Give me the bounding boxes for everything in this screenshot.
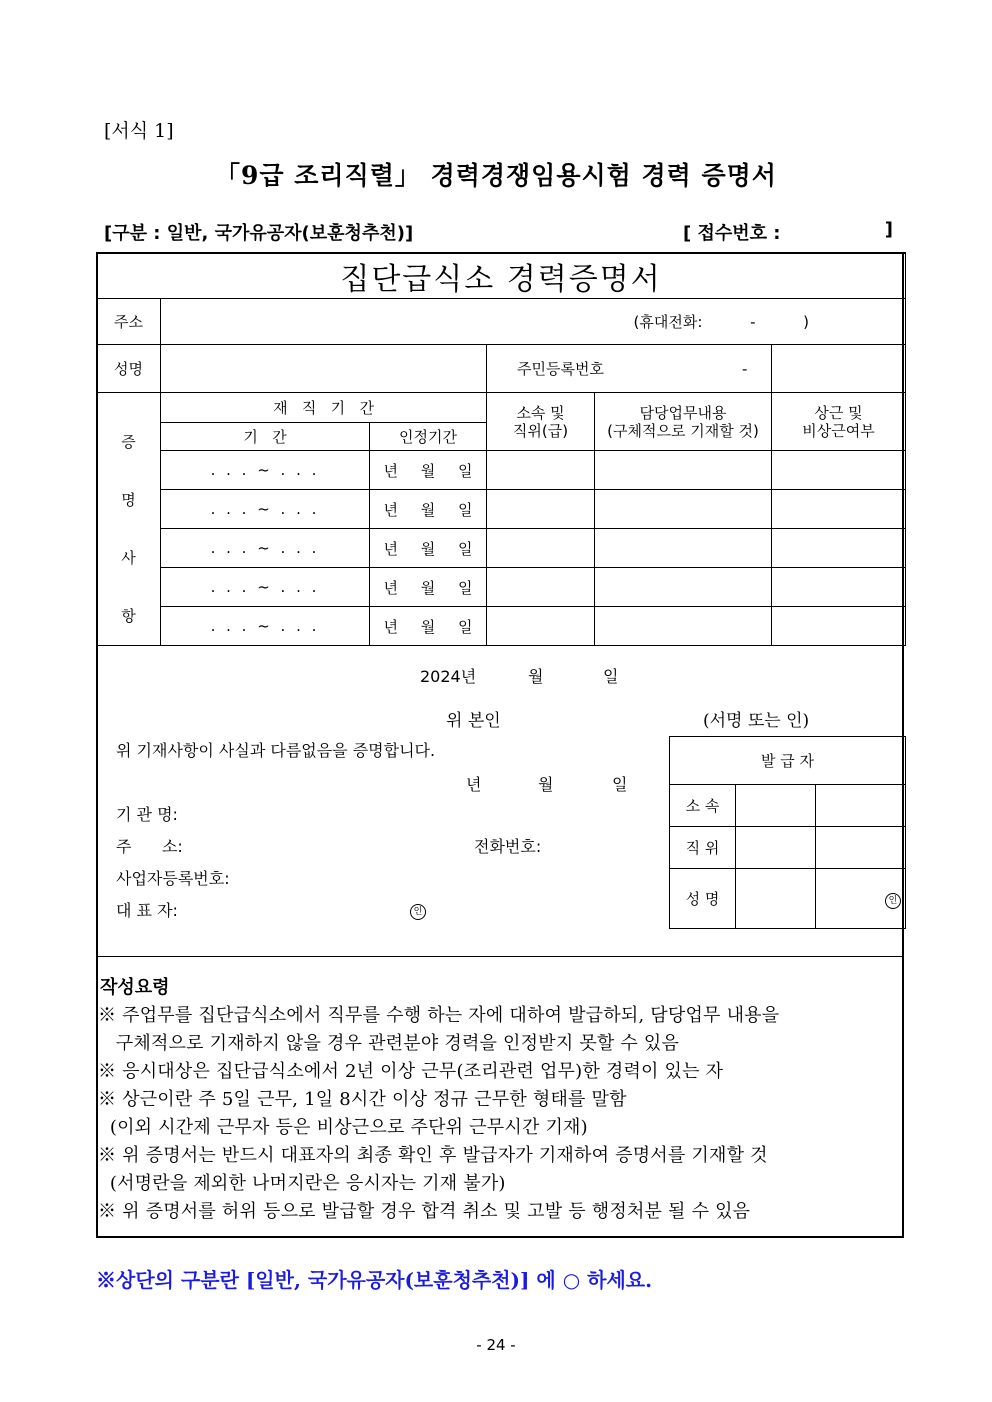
form-label: [서식 1] [104, 120, 174, 142]
recognized-period-cell[interactable]: 년 월 일 [370, 451, 487, 490]
name-field[interactable] [161, 345, 487, 393]
issuer-seal-field[interactable] [816, 869, 906, 929]
self-label: 위 본인 [446, 711, 501, 731]
org-name-label: 기 관 명: [116, 805, 178, 824]
affiliation-cell[interactable] [487, 568, 595, 607]
period-header: 기 간 [161, 422, 370, 451]
date-year-2: 년 [466, 775, 482, 794]
org-phone-label: 전화번호: [474, 837, 542, 856]
resident-number-label: 주민등록번호 [487, 345, 772, 393]
issuer-name-label: 성 명 [670, 869, 736, 929]
issuer-position-field-2[interactable] [816, 827, 906, 869]
statement: 위 기재사항이 사실과 다름없음을 증명합니다. [116, 741, 436, 760]
duties-header: 담당업무내용 (구체적으로 기재할 것) [595, 393, 772, 451]
instruction-line: ※ 위 증명서는 반드시 대표자의 최종 확인 후 발급자가 기재하여 증명서를 기재할 것 [98, 1145, 768, 1166]
proof-items-label [97, 393, 161, 646]
instructions-section [96, 956, 904, 1239]
biz-number-label: 사업자등록번호: [116, 869, 230, 888]
category-field: [구분 : 일반, 국가유공자(보훈청추천)] [104, 223, 414, 244]
issuer-title: 발 급 자 [670, 737, 906, 785]
phone-label: (휴대전화: - ) [633, 313, 810, 331]
name-label: 성명 [97, 345, 161, 393]
page-title: 「9급 조리직렬」 경력경쟁임용시험 경력 증명서 [215, 161, 777, 190]
recognized-period-cell[interactable]: 년 월 일 [370, 529, 487, 568]
instruction-line: (이외 시간제 근무자 등은 비상근으로 주단위 근무시간 기재) [98, 1117, 588, 1138]
fulltime-cell[interactable] [772, 490, 906, 529]
period-cell[interactable]: . . . ~ . . . [161, 529, 370, 568]
issuer-position-label: 직 위 [670, 827, 736, 869]
date-year: 2024년 [420, 667, 477, 686]
issuer-affiliation-label: 소 속 [670, 785, 736, 827]
page-number: - 24 - [476, 1336, 516, 1354]
instruction-line: ※ 위 증명서를 허위 등으로 발급할 경우 합격 취소 및 고발 등 행정처분 될 수 있음 [98, 1201, 751, 1222]
duties-cell[interactable] [595, 451, 772, 490]
issuer-table [669, 736, 906, 929]
fulltime-cell[interactable] [772, 568, 906, 607]
receipt-number-field [683, 219, 893, 245]
seal-icon: 인 [885, 893, 901, 909]
duties-cell[interactable] [595, 568, 772, 607]
instruction-line: ※ 주업무를 집단급식소에서 직무를 수행 하는 자에 대하여 발급하되, 담당업무 내용을 [98, 1005, 780, 1026]
period-cell[interactable]: . . . ~ . . . [161, 490, 370, 529]
fulltime-cell[interactable] [772, 529, 906, 568]
duties-cell[interactable] [595, 607, 772, 646]
fulltime-cell[interactable] [772, 607, 906, 646]
recognized-period-cell[interactable]: 년 월 일 [370, 490, 487, 529]
recognized-period-header: 인정기간 [370, 422, 487, 451]
recognized-period-cell[interactable]: 년 월 일 [370, 568, 487, 607]
resident-dash: - [742, 359, 748, 378]
period-cell[interactable]: . . . ~ . . . [161, 607, 370, 646]
proof-char: 증 [121, 433, 136, 451]
signature-label: (서명 또는 인) [703, 711, 810, 731]
affiliation-header: 소속 및 직위(급) [487, 393, 595, 451]
issuer-affiliation-field[interactable] [736, 785, 816, 827]
instructions-title: 작성요령 [100, 977, 170, 998]
date-day-2: 일 [612, 775, 628, 794]
date-day: 일 [603, 667, 619, 686]
recognized-period-cell[interactable]: 년 월 일 [370, 607, 487, 646]
instruction-line: (서명란을 제외한 나머지란은 응시자는 기재 불가) [98, 1173, 506, 1194]
issuer-name-field[interactable] [736, 869, 816, 929]
proof-char: 명 [121, 491, 136, 509]
proof-char: 항 [121, 607, 136, 625]
receipt-number-close: ] [884, 219, 893, 240]
resident-number-field[interactable] [742, 345, 906, 393]
instruction-line: ※ 상근이란 주 5일 근무, 1일 8시간 이상 정규 근무한 형태를 말함 [98, 1089, 627, 1110]
affiliation-cell[interactable] [487, 490, 595, 529]
address-label: 주소 [97, 299, 161, 345]
instruction-line: ※ 응시대상은 집단급식소에서 2년 이상 근무(조리관련 업무)한 경력이 있는 자 [98, 1061, 724, 1082]
affiliation-cell[interactable] [487, 529, 595, 568]
duties-cell[interactable] [595, 490, 772, 529]
issuer-affiliation-field-2[interactable] [816, 785, 906, 827]
receipt-number-label: [ 접수번호 : [683, 223, 781, 244]
period-cell[interactable]: . . . ~ . . . [161, 451, 370, 490]
notice: ※상단의 구분란 [일반, 국가유공자(보훈청추천)] 에 ○ 하세요. [96, 1268, 653, 1292]
proof-char: 사 [121, 549, 136, 567]
issuer-position-field[interactable] [736, 827, 816, 869]
duties-cell[interactable] [595, 529, 772, 568]
date-month-2: 월 [538, 775, 554, 794]
org-address-label: 주 소: [116, 837, 183, 856]
period-cell[interactable]: . . . ~ . . . [161, 568, 370, 607]
fulltime-cell[interactable] [772, 451, 906, 490]
address-field[interactable] [161, 299, 906, 345]
representative-seal [410, 899, 426, 920]
instruction-line: 구체적으로 기재하지 않을 경우 관련분야 경력을 인정받지 못할 수 있음 [98, 1033, 680, 1054]
representative-label: 대 표 자: [116, 901, 178, 920]
certificate-table [96, 252, 906, 646]
seal-icon: 인 [410, 904, 426, 920]
employment-period-header: 재 직 기 간 [161, 393, 487, 423]
affiliation-cell[interactable] [487, 451, 595, 490]
certificate-title: 집단급식소 경력증명서 [97, 253, 906, 299]
date-month: 월 [528, 667, 544, 686]
fulltime-header: 상근 및 비상근여부 [772, 393, 906, 451]
affiliation-cell[interactable] [487, 607, 595, 646]
